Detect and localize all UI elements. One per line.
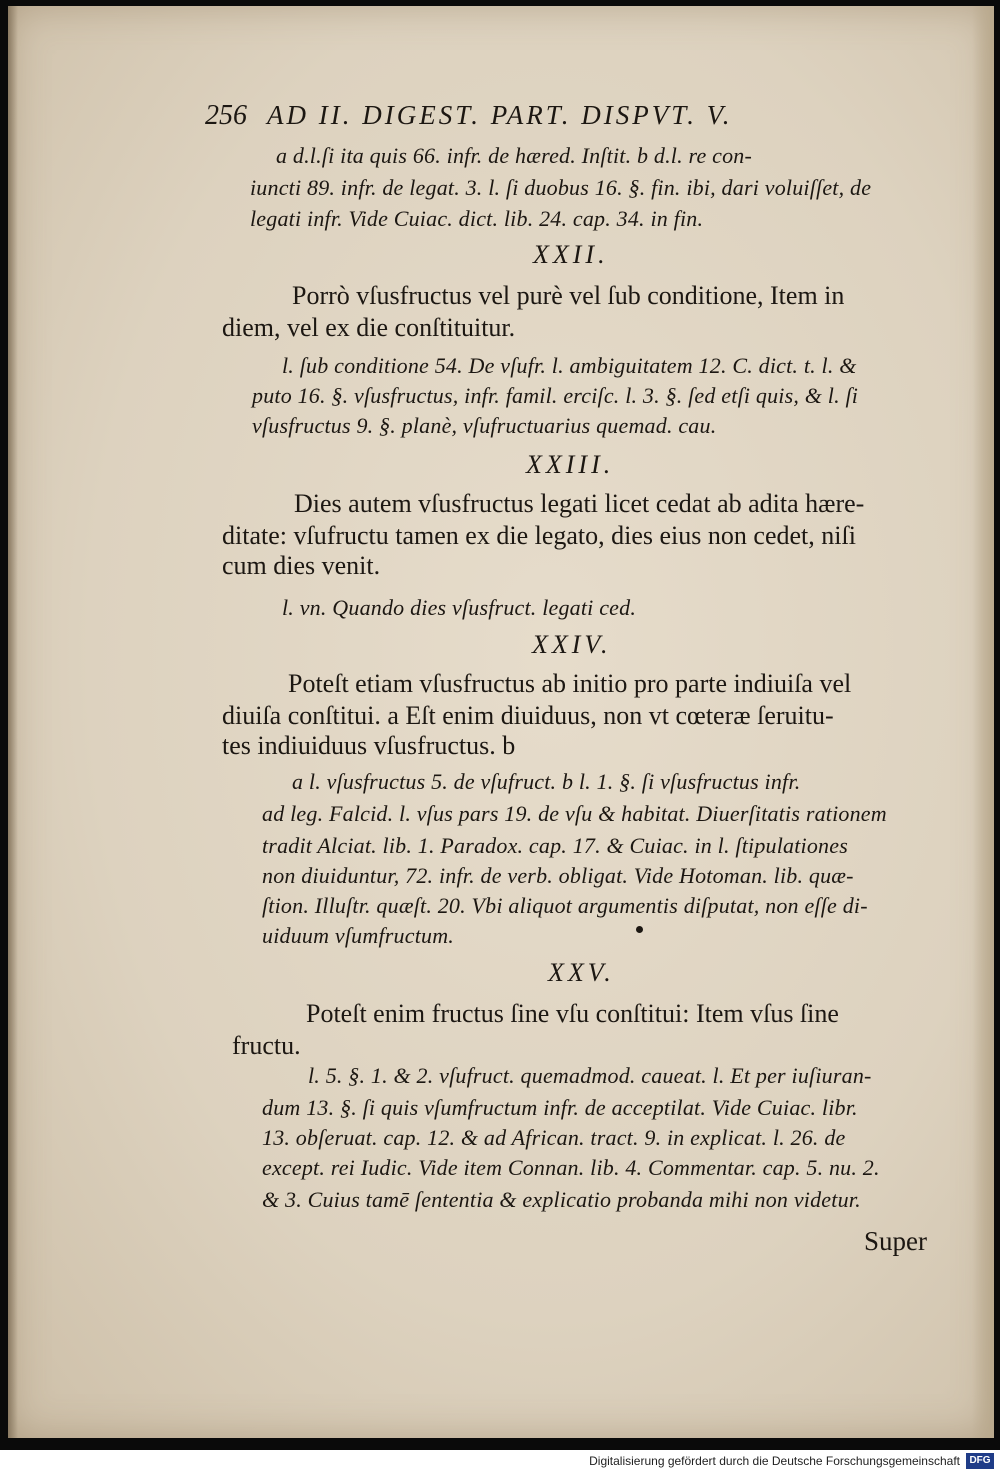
note-line: a l. vſusfructus 5. de vſufruct. b l. 1. §. ſi vſusfructus infr. <box>292 769 801 794</box>
catchword: Super <box>864 1226 927 1256</box>
body-line: Poteſt enim fructus ſine vſu conſtitui: Item vſus ſine <box>306 999 839 1028</box>
body-line: diem, vel ex die conſtituitur. <box>222 313 516 342</box>
digitization-footer <box>0 1450 1000 1474</box>
running-title: AD II. DIGEST. PART. DISPVT. V. <box>267 100 733 130</box>
dfg-logo: DFG <box>966 1453 994 1469</box>
body-line: tes indiuiduus vſusfructus. b <box>222 731 516 760</box>
body-line: ditate: vſufructu tamen ex die legato, dies eius non cedet, niſi <box>222 521 856 550</box>
note-line: except. rei Iudic. Vide item Connan. lib. 4. Commentar. cap. 5. nu. 2. <box>262 1155 880 1180</box>
note-line: ſtion. Illuſtr. quæſt. 20. Vbi aliquot argumentis diſputat, non eſſe di- <box>262 893 868 918</box>
page-number: 256 <box>205 100 247 131</box>
page-edge <box>972 6 994 1438</box>
section-heading: XXIV. <box>532 630 612 659</box>
note-line: iuncti 89. infr. de legat. 3. l. ſi duobus 16. §. fin. ibi, dari voluiſſet, de <box>250 175 872 200</box>
note-line: legati infr. Vide Cuiac. dict. lib. 24. cap. 34. in fin. <box>250 206 704 231</box>
note-line: l. ſub conditione 54. De vſufr. l. ambiguitatem 12. C. dict. t. l. & <box>282 353 857 378</box>
ink-dot <box>636 926 643 933</box>
page-gutter-shadow <box>8 6 18 1438</box>
section-heading: XXV. <box>548 958 615 987</box>
body-line: diuiſa conſtitui. a Eſt enim diuiduus, non vt cœteræ ſeruitu- <box>222 701 834 730</box>
note-line: tradit Alciat. lib. 1. Paradox. cap. 17. & Cuiac. in l. ſtipulationes <box>262 833 848 858</box>
note-line: 13. obſeruat. cap. 12. & ad African. tract. 9. in explicat. l. 26. de <box>262 1125 846 1150</box>
note-line: a d.l.ſi ita quis 66. infr. de hæred. Inſtit. b d.l. re con- <box>276 143 753 168</box>
note-line: ad leg. Falcid. l. vſus pars 19. de vſu & habitat. Diuerſitatis rationem <box>262 801 887 826</box>
note-line: puto 16. §. vſusfructus, infr. famil. erciſc. l. 3. §. ſed etſi quis, & l. ſi <box>252 383 859 408</box>
body-line: fructu. <box>232 1031 301 1060</box>
note-line: uiduum vſumfructum. <box>262 923 455 948</box>
note-line: non diuiduntur, 72. infr. de verb. obligat. Vide Hotoman. lib. quæ- <box>262 863 854 888</box>
section-heading: XXIII. <box>526 450 615 479</box>
body-line: Poteſt etiam vſusfructus ab initio pro parte indiuiſa vel <box>288 669 852 698</box>
note-line: dum 13. §. ſi quis vſumfructum infr. de acceptilat. Vide Cuiac. libr. <box>262 1095 858 1120</box>
note-line: l. 5. §. 1. & 2. vſufruct. quemadmod. caueat. l. Et per iuſiuran- <box>308 1063 872 1088</box>
note-line: & 3. Cuius tamē ſententia & explicatio probanda mihi non videtur. <box>262 1187 861 1212</box>
running-head <box>205 100 825 140</box>
note-line: vſusfructus 9. §. planè, vſufructuarius quemad. cau. <box>252 413 717 438</box>
body-line: Dies autem vſusfructus legati licet cedat ab adita hære- <box>294 489 865 518</box>
body-line: cum dies venit. <box>222 551 381 580</box>
note-line: l. vn. Quando dies vſusfruct. legati ced. <box>282 595 637 620</box>
footer-credit: Digitalisierung gefördert durch die Deutsche Forschungsgemeinschaft <box>589 1454 960 1468</box>
body-line: Porrò vſusfructus vel purè vel ſub conditione, Item in <box>292 281 845 310</box>
section-heading: XXII. <box>533 240 609 269</box>
